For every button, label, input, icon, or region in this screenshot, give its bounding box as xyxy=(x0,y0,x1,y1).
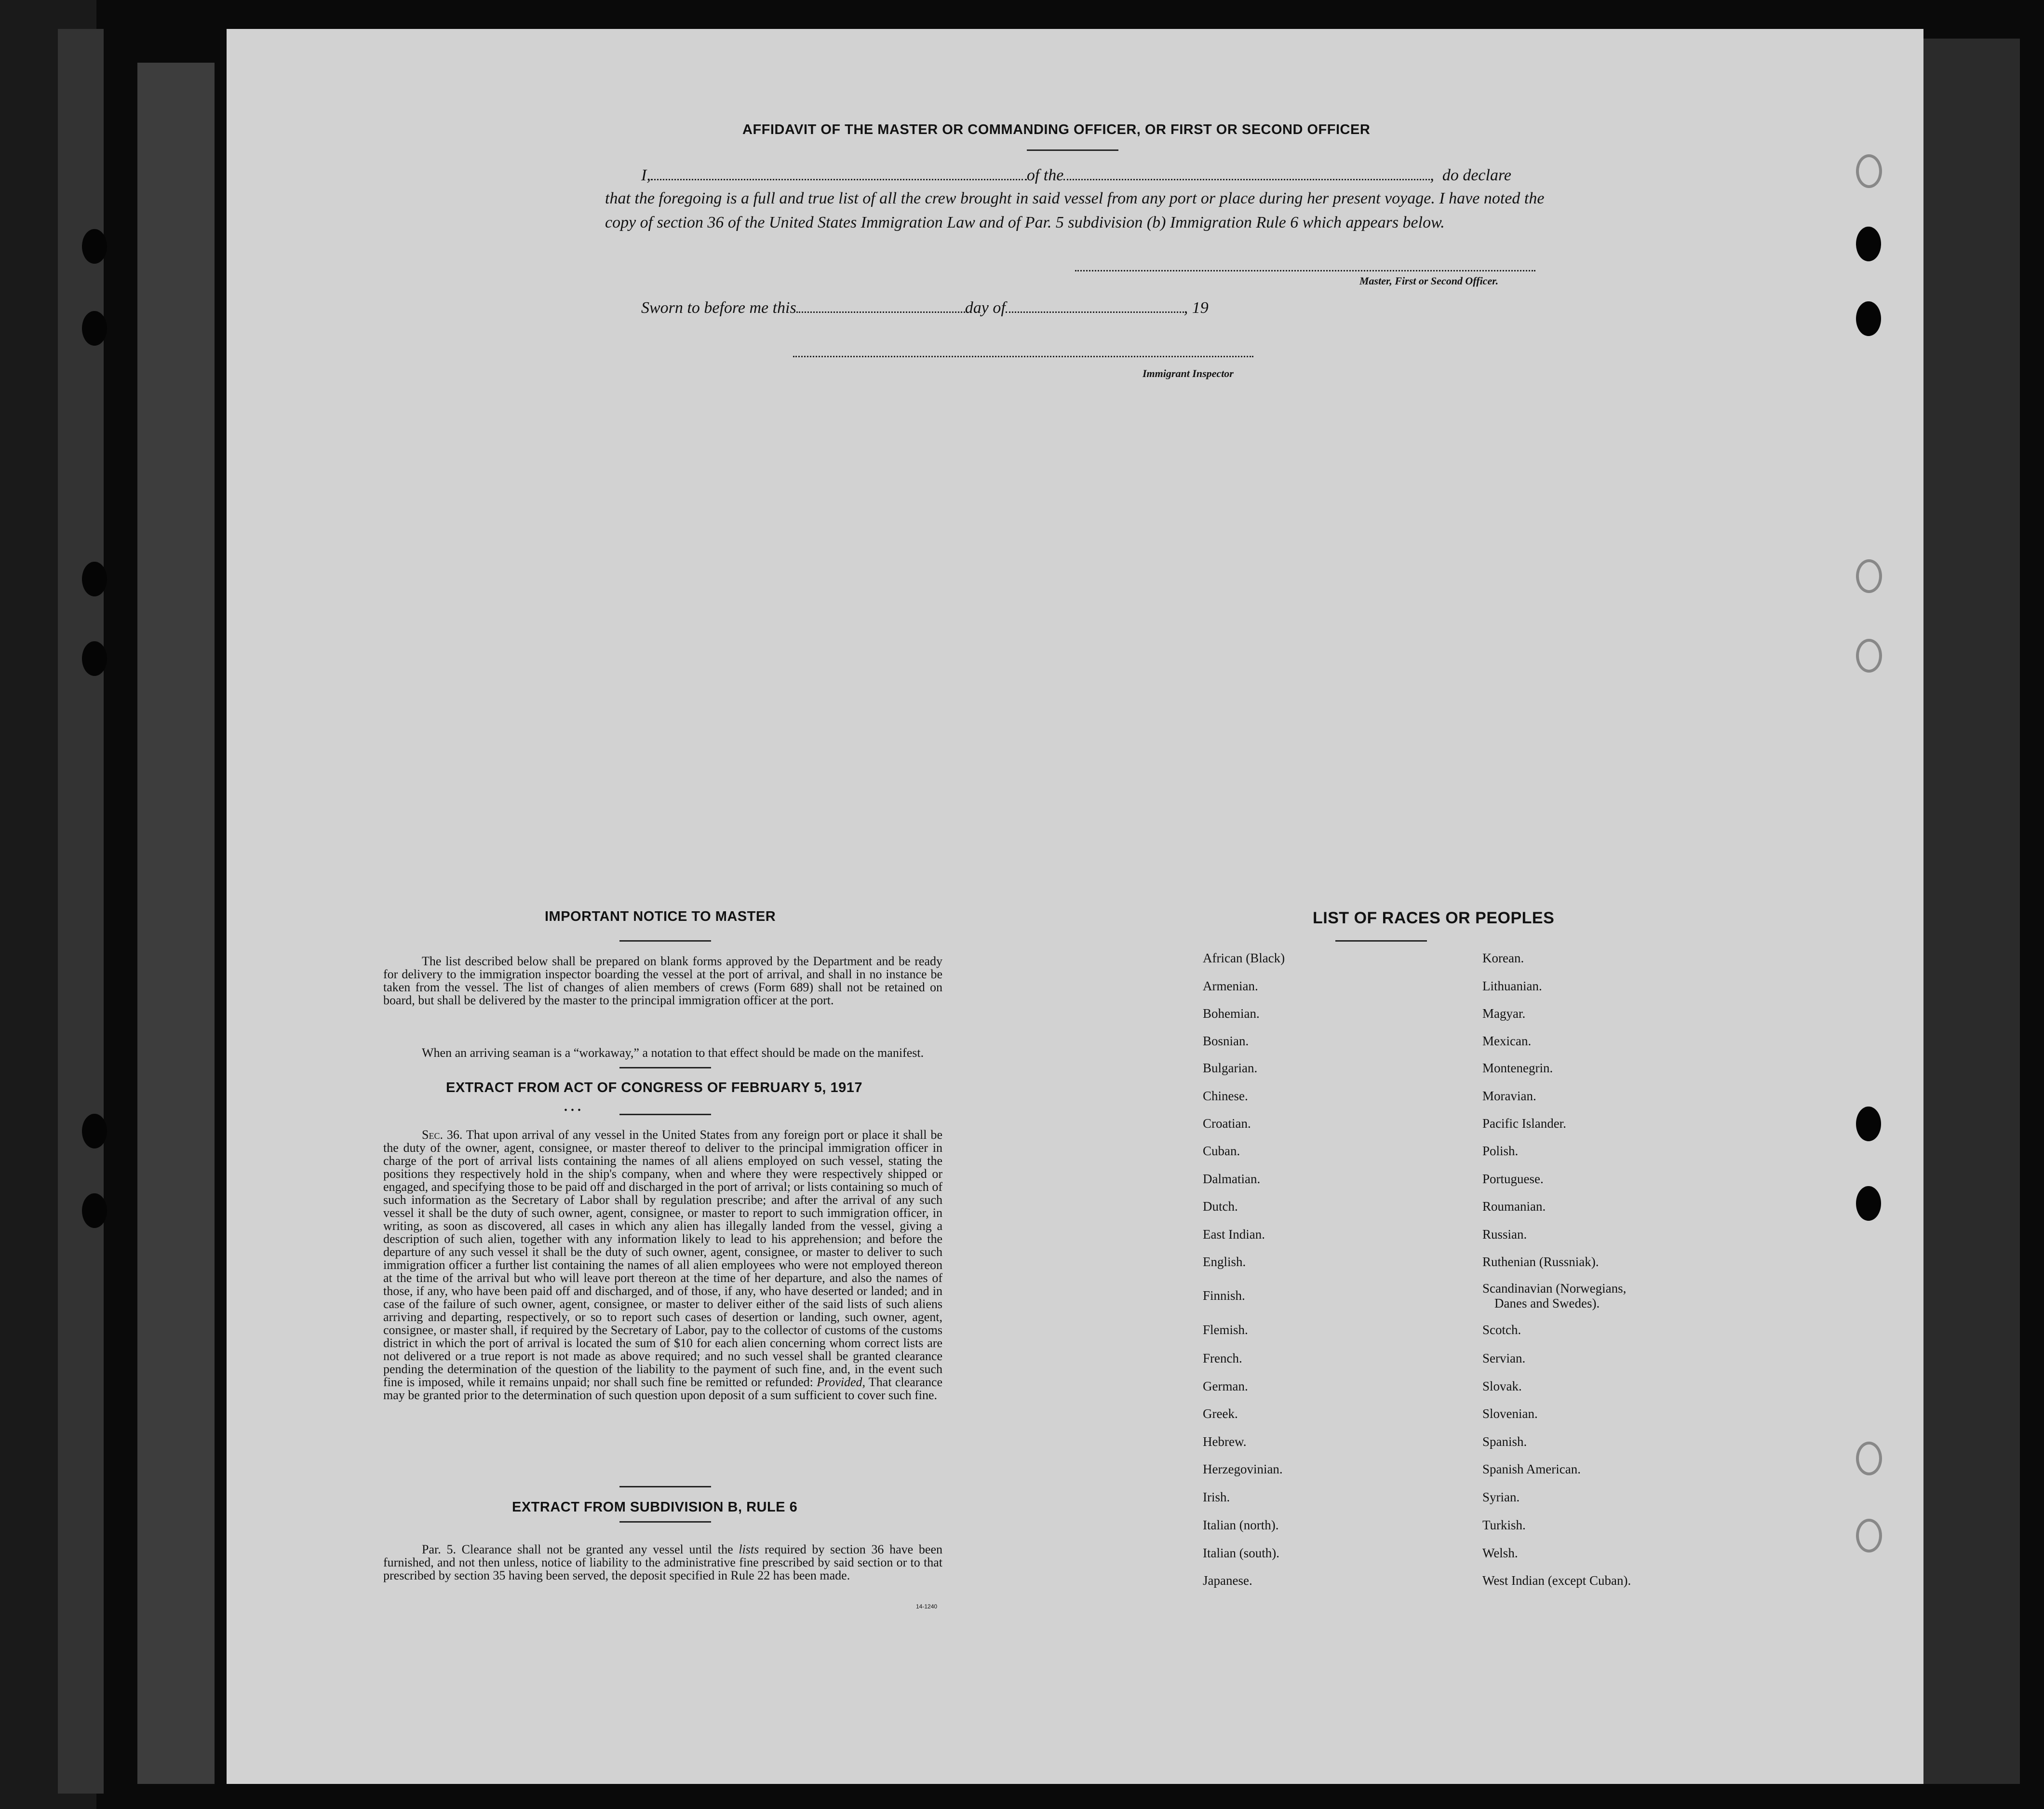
title-rule xyxy=(1027,149,1118,151)
act-ellipsis: . . . xyxy=(564,1099,581,1114)
race-portuguese: Portuguese. xyxy=(1482,1172,1544,1186)
race-bosnian: Bosnian. xyxy=(1203,1034,1249,1048)
binder-hole xyxy=(82,641,107,676)
notice-rule xyxy=(619,940,711,942)
race-slovenian: Slovenian. xyxy=(1482,1406,1538,1421)
race-chinese: Chinese. xyxy=(1203,1089,1248,1103)
affidavit-line-3: copy of section 36 of the United States Immigration Law and of Par. 5 subdivision (b) Immigration Rule 6 which appears below. xyxy=(605,214,1445,231)
race-armenian: Armenian. xyxy=(1203,979,1258,993)
month-blank xyxy=(1006,311,1184,313)
race-moravian: Moravian. xyxy=(1482,1089,1536,1103)
binder-hole xyxy=(82,562,107,596)
race-french: French. xyxy=(1203,1351,1242,1365)
race-cuban: Cuban. xyxy=(1203,1144,1240,1158)
ledger-binding xyxy=(137,63,215,1784)
binder-hole xyxy=(82,1193,107,1228)
race-dutch: Dutch. xyxy=(1203,1199,1238,1214)
race-polish: Polish. xyxy=(1482,1144,1519,1158)
race-irish: Irish. xyxy=(1203,1490,1230,1504)
binder-hole xyxy=(82,311,107,346)
affidavit-line-2: that the foregoing is a full and true list of all the crew brought in said vessel from any port or place during her present voyage. I have noted the xyxy=(605,189,1545,207)
race-syrian: Syrian. xyxy=(1482,1490,1520,1504)
race-finnish: Finnish. xyxy=(1203,1288,1245,1303)
race-spanish: Spanish. xyxy=(1482,1434,1527,1449)
rule-title: EXTRACT FROM SUBDIVISION B, RULE 6 xyxy=(512,1499,798,1515)
binder-hole xyxy=(1856,1442,1882,1475)
do-declare-label: do declare xyxy=(1442,166,1512,184)
day-of-label: day of xyxy=(965,299,1006,317)
races-rule xyxy=(1335,940,1427,942)
race-italian-south: Italian (south). xyxy=(1203,1546,1279,1560)
sworn-line xyxy=(641,299,1209,317)
inspector-label: Immigrant Inspector xyxy=(1143,367,1234,379)
sworn-label: Sworn to before me this xyxy=(641,299,796,317)
race-greek: Greek. xyxy=(1203,1406,1238,1421)
provided-word: Provided, xyxy=(817,1375,866,1389)
race-croatian: Croatian. xyxy=(1203,1116,1251,1131)
rule-rule-bottom xyxy=(619,1521,711,1523)
race-spanish-american: Spanish American. xyxy=(1482,1462,1581,1476)
master-signature-label: Master, First or Second Officer. xyxy=(1359,275,1499,287)
binder-hole xyxy=(1856,301,1881,336)
rule-rule-top xyxy=(619,1486,711,1487)
race-west-indian: West Indian (except Cuban). xyxy=(1482,1573,1631,1588)
rule-text-b: required by section 36 have been furnished, and not then unless, notice of liability to the administrative fine prescribed by said section or to that prescribed by section 35 having been served, the deposit specified in Rule 22 has been made. xyxy=(383,1542,942,1582)
affidavit-title: AFFIDAVIT OF THE MASTER OR COMMANDING OFFICER, OR FIRST OR SECOND OFFICER xyxy=(742,122,1371,137)
sec-36-body: That upon arrival of any vessel in the United States from any foreign port or place it shall be the duty of the owner, agent, consignee, or master thereof to deliver to the principal immigration officer in charge of the port of arrival lists containing the names of all aliens employed on such vessel, stating the positions they respectively hold in the ship's company, when and where they were respectively shipped or engaged, and specifying those to be paid off and discharged in the port of arrival; or lists containing so much of such information as the Secretary of Labor shall by regulation prescribe; and after the arrival of any such vessel it shall be the duty of such owner, agent, consignee, or master to report to such immigration officer, in writing, as soon as discovered, all cases in which any alien has illegally landed from the vessel, giving a description of such alien, together with any information likely to lead to his apprehension; and before the departure of any such vessel it shall be the duty of such owner, agent, consignee, or master to deliver to such immigration officer a further list containing the names of all alien employees who were not employed thereon at the time of the arrival but who will leave port thereon at the time of her departure, and also the names of those, if any, who have been paid off and discharged, and of those, if any, who have deserted or landed; and in case of the failure of such owner, agent, consignee, or master to deliver either of the said lists of such aliens arriving and departing, respectively, or so to report such cases of desertion or landing, such owner, agent, consignee, or master shall, if required by the Secretary of Labor, pay to the collector of customs of the customs district in which the port of arrival is located the sum of $10 for each alien concerning whom correct lists are not delivered or a true report is not made as above required; and no such vessel shall be granted clearance pending the determination of the question of the liability to the payment of such fine, and, in the event such fine is imposed, while it remains unpaid; nor shall such fine be remitted or refunded: xyxy=(383,1128,942,1389)
notice-para-1: The list described below shall be prepared on blank forms approved by the Department and be ready for delivery to the immigration inspector boarding the vessel at the port of arrival, and shall in no instance be taken from the vessel. The list of changes of alien members of crews (Form 689) shall not be retained on board, but shall be delivered by the master to the principal immigration officer at the port. xyxy=(383,954,942,1007)
notice-title: IMPORTANT NOTICE TO MASTER xyxy=(545,909,776,924)
race-east-indian: East Indian. xyxy=(1203,1227,1265,1242)
i-label: I, xyxy=(641,166,651,184)
race-herzegovinian: Herzegovinian. xyxy=(1203,1462,1283,1476)
race-montenegrin: Montenegrin. xyxy=(1482,1061,1553,1075)
sec-36-end: That clearance may be granted prior to the determination of such question upon deposit of a sum sufficient to cover such fine. xyxy=(383,1375,943,1402)
race-lithuanian: Lithuanian. xyxy=(1482,979,1542,993)
binder-hole xyxy=(82,1114,107,1148)
race-english: English. xyxy=(1203,1255,1246,1269)
rule-text-a: Par. 5. Clearance shall not be granted any vessel until the xyxy=(422,1542,733,1556)
race-bohemian: Bohemian. xyxy=(1203,1006,1260,1021)
race-flemish: Flemish. xyxy=(1203,1323,1248,1337)
race-roumanian: Roumanian. xyxy=(1482,1199,1546,1214)
notice-para-2: When an arriving seaman is a “workaway,” a notation to that effect should be made on the manifest. xyxy=(422,1046,924,1060)
binder-hole xyxy=(1856,559,1882,593)
race-german: German. xyxy=(1203,1379,1248,1393)
race-welsh: Welsh. xyxy=(1482,1546,1518,1560)
lists-word: lists xyxy=(739,1542,759,1556)
form-number: 14-1240 xyxy=(916,1603,938,1610)
year-label: , 19 xyxy=(1183,299,1209,317)
race-turkish: Turkish. xyxy=(1482,1518,1526,1532)
left-film-band xyxy=(58,29,104,1794)
act-rule-top xyxy=(619,1067,711,1068)
race-mexican: Mexican. xyxy=(1482,1034,1532,1048)
race-pacific-islander: Pacific Islander. xyxy=(1482,1116,1566,1131)
manifest-page xyxy=(227,29,1923,1784)
sec-label: Sec. 36. xyxy=(422,1128,463,1142)
race-ruthenian: Ruthenian (Russniak). xyxy=(1482,1255,1599,1269)
race-korean: Korean. xyxy=(1482,951,1524,965)
binder-hole xyxy=(1856,227,1881,261)
section-36-text xyxy=(383,1128,942,1402)
binder-hole xyxy=(1856,1107,1881,1141)
race-italian-north: Italian (north). xyxy=(1203,1518,1279,1532)
race-japanese: Japanese. xyxy=(1203,1573,1252,1588)
race-servian: Servian. xyxy=(1482,1351,1526,1365)
affidavit-line-1: I, of the , do declare xyxy=(641,166,1512,184)
act-rule-bottom xyxy=(619,1114,711,1115)
race-slovak: Slovak. xyxy=(1482,1379,1522,1393)
race-scotch: Scotch. xyxy=(1482,1323,1521,1337)
race-scandinavian: Scandinavian (Norwegians, xyxy=(1482,1281,1627,1296)
binder-hole xyxy=(1856,154,1882,188)
race-magyar: Magyar. xyxy=(1482,1006,1526,1021)
rule-6-text xyxy=(383,1543,942,1582)
binder-hole xyxy=(1856,639,1882,673)
act-title: EXTRACT FROM ACT OF CONGRESS OF FEBRUARY 5, 1917 xyxy=(446,1080,863,1095)
binder-hole xyxy=(1856,1519,1882,1552)
race-bulgarian: Bulgarian. xyxy=(1203,1061,1258,1075)
inspector-signature-line xyxy=(793,356,1253,357)
race-dalmatian: Dalmatian. xyxy=(1203,1172,1261,1186)
binder-hole xyxy=(82,229,107,264)
race-african: African (Black) xyxy=(1203,951,1285,965)
of-the-label: of the xyxy=(1026,166,1064,184)
race-russian: Russian. xyxy=(1482,1227,1527,1242)
binder-hole xyxy=(1856,1186,1881,1221)
master-signature-line xyxy=(1075,270,1535,271)
race-hebrew: Hebrew. xyxy=(1203,1434,1247,1449)
vessel-blank xyxy=(1063,178,1430,180)
races-title: LIST OF RACES OR PEOPLES xyxy=(1313,909,1555,927)
right-film-edge xyxy=(1923,39,2020,1784)
name-blank xyxy=(651,178,1027,180)
day-blank xyxy=(796,311,965,313)
race-scandinavian-cont: Danes and Swedes). xyxy=(1494,1296,1600,1310)
